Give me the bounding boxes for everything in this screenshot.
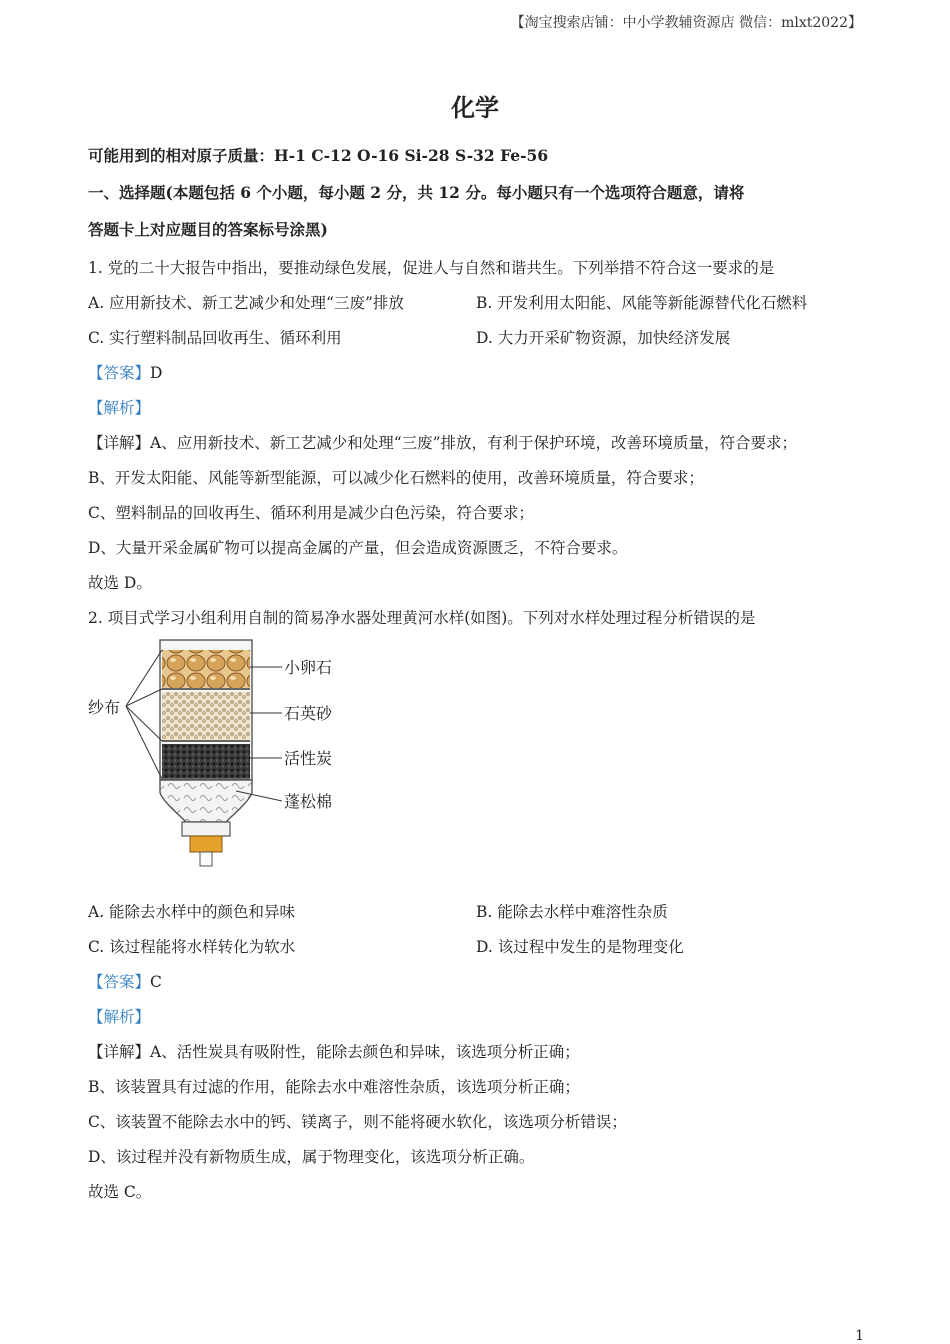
section-heading-line1: 一、选择题(本题包括 6 个小题，每小题 2 分，共 12 分。每小题只有一个选项符合题意，请将 <box>88 183 745 202</box>
outlet-tube <box>200 852 212 866</box>
q2-analysis-tag: 【解析】 <box>88 1008 151 1026</box>
q1-option-b: B. 开发利用太阳能、风能等新能源替代化石燃料 <box>476 294 808 312</box>
page-header-note: 【淘宝搜索店铺：中小学教辅资源店 微信：mlxt2022】 <box>510 15 862 31</box>
bottle-cap <box>190 836 222 852</box>
q1-answer-tag: 【答案】 <box>88 364 151 382</box>
q1-stem: 1. 党的二十大报告中指出，要推动绿色发展，促进人与自然和谐共生。下列举措不符合这一要求的是 <box>88 259 775 277</box>
q1-detail-4: D、大量开采金属矿物可以提高金属的产量，但会造成资源匮乏，不符合要求。 <box>88 539 628 557</box>
q2-answer-line <box>88 970 162 992</box>
q1-analysis-tag: 【解析】 <box>88 399 151 417</box>
q1-option-a: A. 应用新技术、新工艺减少和处理“三废”排放 <box>88 294 404 312</box>
q2-detail-1: 【详解】A、活性炭具有吸附性，能除去颜色和异味，该选项分析正确； <box>88 1043 580 1061</box>
q2-option-c: C. 该过程能将水样转化为软水 <box>88 938 296 956</box>
water-purifier-diagram <box>86 636 346 872</box>
atomic-mass-line: 可能用到的相对原子质量：H-1 C-12 O-16 Si-28 S-32 Fe-56 <box>88 146 549 165</box>
q1-answer-line <box>88 361 162 383</box>
quartz-sand-layer <box>162 692 250 740</box>
q1-conclusion: 故选 D。 <box>88 574 152 592</box>
label-gauze: 纱布 <box>88 698 121 717</box>
label-cotton: 蓬松棉 <box>284 792 333 811</box>
q2-conclusion: 故选 C。 <box>88 1183 152 1201</box>
label-quartz-sand: 石英砂 <box>284 704 333 723</box>
pebble-layer <box>162 650 250 688</box>
q2-option-d: D. 该过程中发生的是物理变化 <box>476 938 684 956</box>
q2-option-b: B. 能除去水样中难溶性杂质 <box>476 903 668 921</box>
bottle-cap-ring <box>182 822 230 836</box>
q1-answer: D <box>150 364 163 382</box>
cotton-layer <box>160 780 252 822</box>
q1-detail-3: C、塑料制品的回收再生、循环利用是减少白色污染，符合要求； <box>88 504 534 522</box>
page-number: 1 <box>855 1328 864 1344</box>
q2-answer-tag: 【答案】 <box>88 973 151 991</box>
q2-detail-2: B、该装置具有过滤的作用，能除去水中难溶性杂质，该选项分析正确； <box>88 1078 580 1096</box>
q2-answer: C <box>150 973 162 991</box>
gauze-pointer-3 <box>126 706 162 741</box>
q1-option-c: C. 实行塑料制品回收再生、循环利用 <box>88 329 342 347</box>
section-heading-line2: 答题卡上对应题目的答案标号涂黑) <box>88 220 328 239</box>
q1-detail-1: 【详解】A、应用新技术、新工艺减少和处理“三废”排放，有利于保护环境，改善环境质量，符合要求； <box>88 434 798 452</box>
activated-carbon-layer <box>162 744 250 778</box>
q1-detail-2: B、开发太阳能、风能等新型能源，可以减少化石燃料的使用，改善环境质量，符合要求； <box>88 469 704 487</box>
q2-detail-4: D、该过程并没有新物质生成，属于物理变化，该选项分析正确。 <box>88 1148 535 1166</box>
q2-option-a: A. 能除去水样中的颜色和异味 <box>88 903 296 921</box>
gauze-pointer-4 <box>126 706 162 779</box>
q2-stem: 2. 项目式学习小组利用自制的简易净水器处理黄河水样(如图)。下列对水样处理过程分析错误的是 <box>88 609 756 627</box>
page-title: 化学 <box>451 93 499 122</box>
label-activated-carbon: 活性炭 <box>284 749 333 768</box>
q1-option-d: D. 大力开采矿物资源，加快经济发展 <box>476 329 731 347</box>
water-purifier-figure <box>86 636 346 872</box>
label-pebble: 小卵石 <box>284 658 333 677</box>
q2-detail-3: C、该装置不能除去水中的钙、镁离子，则不能将硬水软化，该选项分析错误； <box>88 1113 627 1131</box>
